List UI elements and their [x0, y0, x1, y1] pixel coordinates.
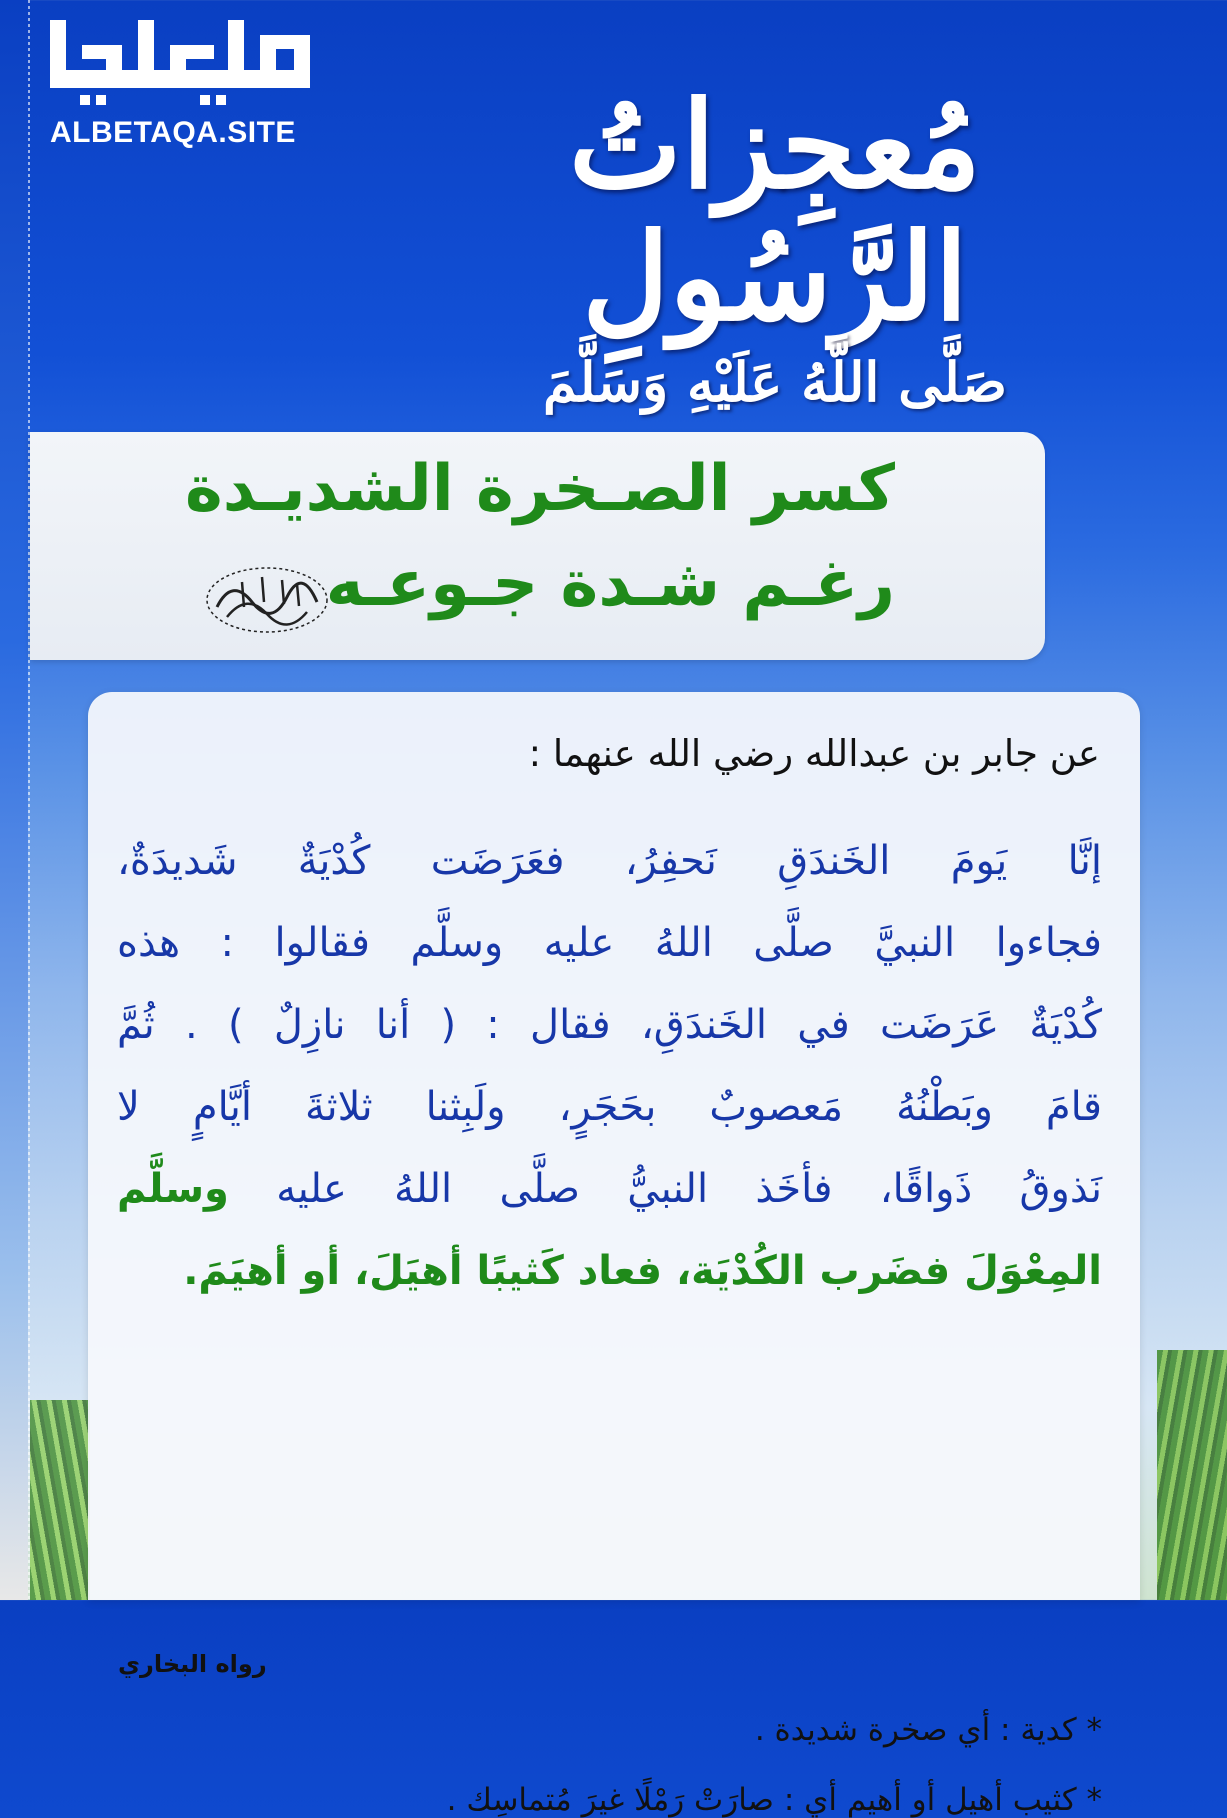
hadith-line-4: قامَ وبَطْنُهُ مَعصوبٌ بحَجَرٍ، ولَبِثنا ثلاثةَ أيَّامٍ لا	[117, 1084, 1102, 1130]
hadith-line-5-green: وسلَّم	[117, 1166, 229, 1212]
salawat-seal-icon	[202, 562, 332, 637]
footnote-2: * كثيب أهيل أو أهيم أي : صارَتْ رَمْلًا غيرَ مُتماسِك .	[446, 1782, 1102, 1818]
heading-line-2: رغـم شـدة جـوعـه	[325, 547, 895, 621]
hadith-panel	[88, 692, 1140, 1818]
heading-line-1: كسر الصـخرة الشديـدة	[184, 452, 895, 526]
hadith-line-5-blue: نَذوقُ ذَواقًا، فأخَذ النبيُّ صلَّى اللهُ عليه	[276, 1166, 1102, 1212]
hadith-line-3: كُدْيَةٌ عَرَضَت في الخَندَقِ، فقال : ( أنا نازِلٌ ) . ثُمَّ	[117, 1002, 1102, 1048]
heading-panel	[30, 432, 1045, 660]
hadith-line-2: فجاءوا النبيَّ صلَّى اللهُ عليه وسلَّم فقالوا : هذه	[117, 920, 1102, 966]
hadith-line-6: المِعْوَلَ فضَرب الكُدْيَة، فعاد كَثيبًا أهيَلَ، أو أهيَمَ.	[183, 1248, 1102, 1294]
logo-site-text: ALBETAQA.SITE	[50, 116, 296, 149]
footnote-1: * كدية : أي صخرة شديدة .	[754, 1712, 1102, 1748]
dotted-border	[28, 0, 30, 1600]
logo-glyph-icon	[50, 15, 310, 110]
hadith-line-5	[117, 1148, 1102, 1230]
albetaqa-logo	[50, 20, 320, 155]
left-border-strip	[0, 0, 28, 1600]
salawat-calligraphy-icon	[202, 562, 332, 637]
grass-decoration-right	[1157, 1350, 1227, 1600]
grass-decoration-left	[30, 1400, 90, 1600]
hadith-text	[117, 820, 1102, 1312]
source-citation: رواه البخاري	[118, 1650, 267, 1678]
page-title	[380, 40, 1170, 414]
hadith-line-1: إنَّا يَومَ الخَندَقِ نَحفِرُ، فعَرَضَت كُدْيَةٌ شَديدَةٌ،	[117, 838, 1102, 884]
title-main-text: مُعجِزاتُ الرَّسُولِ	[568, 75, 982, 348]
title-salawat-text: صَلَّى اللَّهُ عَلَيْهِ وَسَلَّمَ	[543, 350, 1007, 414]
narrator-text: عن جابر بن عبدالله رضي الله عنهما :	[528, 732, 1100, 775]
logo-mark	[50, 20, 310, 110]
